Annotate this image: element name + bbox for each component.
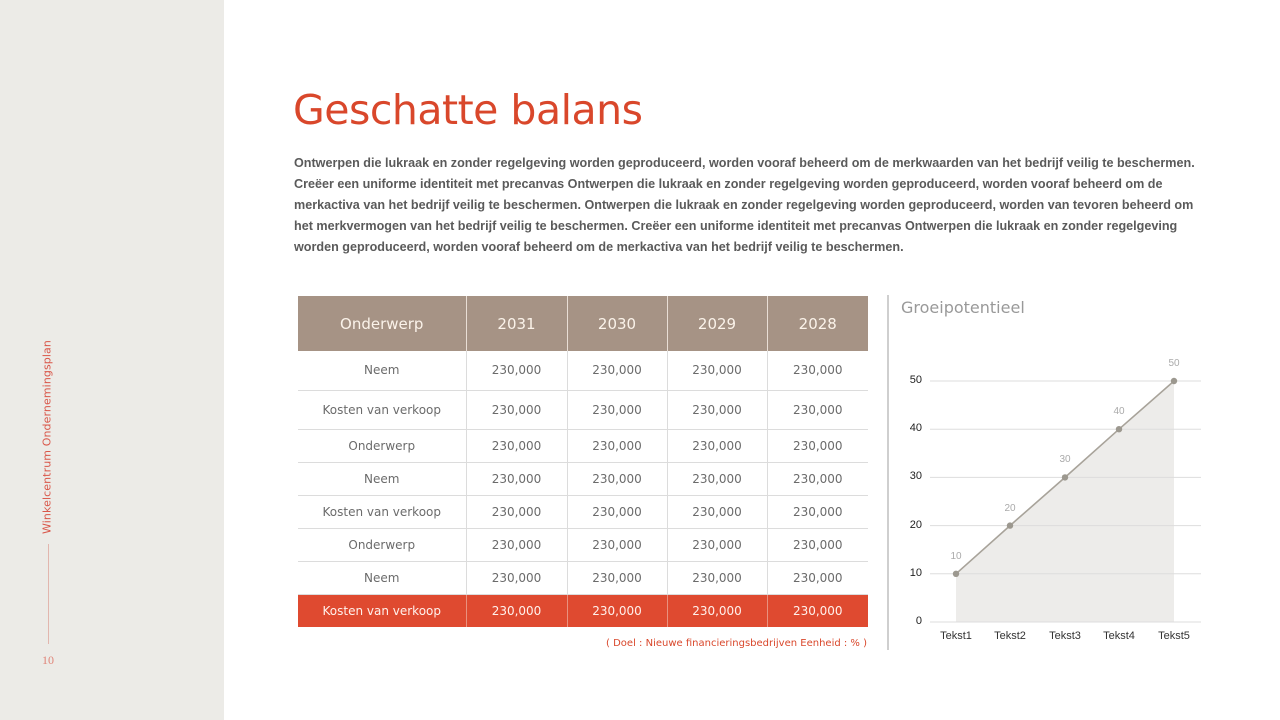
cell-value: 230,000 — [667, 561, 767, 594]
cell-value: 230,000 — [667, 351, 767, 390]
table-row — [298, 495, 868, 528]
cell-value: 230,000 — [567, 351, 667, 390]
data-label: 20 — [1004, 502, 1016, 514]
balance-table — [298, 296, 868, 627]
page-title: Geschatte balans — [293, 86, 643, 134]
header-cell-2029: 2029 — [667, 296, 767, 351]
table-header-row — [298, 296, 868, 351]
document-title-vertical: Winkelcentrum Ondernemingsplan — [40, 340, 54, 534]
growth-chart — [890, 340, 1220, 660]
x-axis-tick: Tekst5 — [1158, 630, 1190, 642]
cell-value: 230,000 — [466, 594, 567, 627]
data-label: 50 — [1168, 358, 1180, 369]
cell-value: 230,000 — [667, 594, 767, 627]
x-axis-tick: Tekst1 — [940, 630, 972, 642]
data-label: 30 — [1059, 454, 1071, 466]
data-point — [1171, 378, 1177, 384]
cell-value: 230,000 — [767, 462, 868, 495]
row-label: Kosten van verkoop — [298, 594, 466, 627]
table-row — [298, 561, 868, 594]
page-number: 10 — [42, 653, 54, 667]
row-label: Neem — [298, 462, 466, 495]
table-row-highlighted — [298, 594, 868, 627]
cell-value: 230,000 — [567, 462, 667, 495]
y-axis-tick: 10 — [909, 566, 922, 579]
cell-value: 230,000 — [567, 594, 667, 627]
x-axis-tick: Tekst3 — [1049, 630, 1081, 642]
cell-value: 230,000 — [667, 528, 767, 561]
data-point — [1116, 426, 1122, 432]
data-point — [953, 571, 959, 577]
y-axis-tick: 50 — [909, 374, 922, 386]
y-axis-tick: 40 — [909, 422, 922, 435]
row-label: Onderwerp — [298, 429, 466, 462]
cell-value: 230,000 — [466, 462, 567, 495]
data-point — [1062, 474, 1068, 480]
cell-value: 230,000 — [567, 561, 667, 594]
cell-value: 230,000 — [667, 495, 767, 528]
cell-value: 230,000 — [767, 429, 868, 462]
cell-value: 230,000 — [466, 390, 567, 429]
data-label: 10 — [950, 550, 962, 562]
x-axis-tick: Tekst4 — [1103, 630, 1135, 642]
x-axis-tick: Tekst2 — [994, 630, 1026, 642]
cell-value: 230,000 — [767, 594, 868, 627]
table-row — [298, 351, 868, 390]
cell-value: 230,000 — [767, 561, 868, 594]
cell-value: 230,000 — [466, 528, 567, 561]
y-axis-tick: 30 — [909, 470, 922, 483]
area-fill — [956, 381, 1174, 622]
cell-value: 230,000 — [767, 495, 868, 528]
cell-value: 230,000 — [466, 495, 567, 528]
chart-title: Groeipotentieel — [901, 298, 1025, 317]
table-row — [298, 462, 868, 495]
cell-value: 230,000 — [466, 429, 567, 462]
row-label: Kosten van verkoop — [298, 495, 466, 528]
row-label: Neem — [298, 351, 466, 390]
row-label: Neem — [298, 561, 466, 594]
table-row — [298, 429, 868, 462]
cell-value: 230,000 — [767, 351, 868, 390]
vertical-divider — [887, 295, 889, 650]
chart-plot-area — [890, 340, 1220, 660]
header-cell-2030: 2030 — [567, 296, 667, 351]
cell-value: 230,000 — [466, 561, 567, 594]
cell-value: 230,000 — [466, 351, 567, 390]
sidebar — [0, 0, 224, 720]
y-axis-tick: 0 — [915, 615, 922, 627]
row-label: Kosten van verkoop — [298, 390, 466, 429]
sidebar-divider — [48, 544, 49, 644]
header-cell-2031: 2031 — [466, 296, 567, 351]
intro-paragraph: Ontwerpen die lukraak en zonder regelgeving worden geproduceerd, worden vooraf beheerd om de merkwaarden van het bedrijf veilig te beschermen. Creëer een uniforme identiteit met precanvas Ontwerpen die lukraak en zonder regelgeving worden geproduceerd, worden vooraf beheerd om de merkactiva van het bedrijf veilig te beschermen. Ontwerpen die lukraak en zonder regelgeving worden geproduceerd, worden van tevoren beheerd om het merkvermogen van het bedrijf veilig te beschermen. Creëer een uniforme identiteit met precanvas Ontwerpen die lukraak en zonder regelgeving worden geproduceerd, worden vooraf beheerd om de merkactiva van het bedrijf veilig te beschermen. — [294, 156, 1195, 254]
data-point — [1007, 522, 1013, 528]
row-label: Onderwerp — [298, 528, 466, 561]
cell-value: 230,000 — [767, 390, 868, 429]
header-cell-subject: Onderwerp — [298, 296, 466, 351]
cell-value: 230,000 — [667, 429, 767, 462]
cell-value: 230,000 — [767, 528, 868, 561]
cell-value: 230,000 — [567, 528, 667, 561]
cell-value: 230,000 — [567, 390, 667, 429]
table-footnote: ( Doel : Nieuwe financieringsbedrijven Eenheid : % ) — [606, 638, 867, 649]
cell-value: 230,000 — [667, 462, 767, 495]
header-cell-2028: 2028 — [767, 296, 868, 351]
y-axis-tick: 20 — [909, 518, 922, 531]
table-row — [298, 390, 868, 429]
data-label: 40 — [1113, 406, 1125, 418]
cell-value: 230,000 — [567, 429, 667, 462]
table-row — [298, 528, 868, 561]
cell-value: 230,000 — [567, 495, 667, 528]
cell-value: 230,000 — [667, 390, 767, 429]
